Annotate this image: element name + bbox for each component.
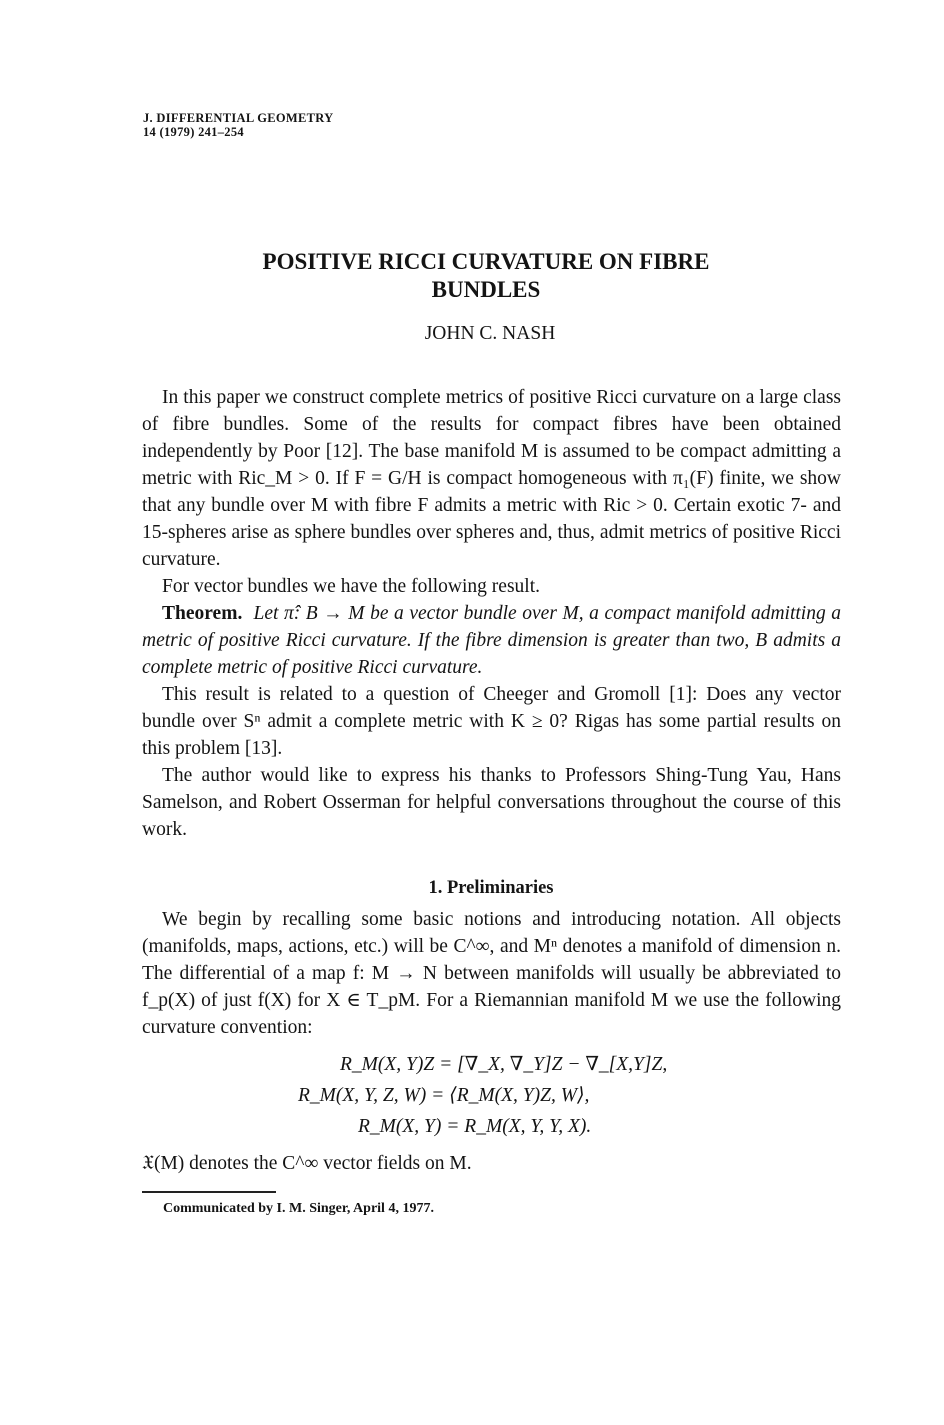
- section-heading-preliminaries: 1. Preliminaries: [428, 878, 554, 898]
- abstract-paragraph-3: This result is related to a question of Cheeger and Gromoll [1]: Does any vector bundle over Sⁿ admit a complete metric with K ≥ 0? Rigas has some partial results on this problem [13].: [142, 684, 841, 759]
- paper-title: [0, 248, 944, 304]
- equation-curvature-operator: R_M(X, Y)Z = [∇_X, ∇_Y]Z − ∇_[X,Y]Z,: [340, 1054, 668, 1075]
- theorem-text: Let π̂: B → M be a vector bundle over M, a compact manifold admitting a metric of positive Ricci curvature. If the fibre dimension is greater than two, B admits a complete metric of positive Ricci curvature.: [142, 603, 842, 678]
- acknowledgements: The author would like to express his thanks to Professors Shing-Tung Yau, Hans Samelson, and Robert Osserman for helpful conversations throughout the course of this work.: [142, 765, 841, 840]
- equation-curvature-tensor: R_M(X, Y, Z, W) = ⟨R_M(X, Y)Z, W⟩,: [298, 1085, 590, 1106]
- section-1-body: [142, 906, 841, 1041]
- theorem-label: Theorem.: [162, 603, 243, 624]
- journal-name: J. DIFFERENTIAL GEOMETRY: [143, 111, 334, 125]
- section-1-paragraph-2: 𝔛(M) denotes the C^∞ vector fields on M.: [142, 1153, 472, 1174]
- abstract: [142, 384, 841, 843]
- footnote: Communicated by I. M. Singer, April 4, 1977.: [163, 1201, 434, 1216]
- journal-header: [143, 111, 333, 139]
- section-1-closing: [142, 1150, 841, 1177]
- journal-volume-pages: 14 (1979) 241–254: [143, 125, 244, 139]
- paper-title-text: POSITIVE RICCI CURVATURE ON FIBRE BUNDLES: [262, 249, 710, 302]
- section-1-paragraph-1: We begin by recalling some basic notions and introducing notation. All objects (manifolds, maps, actions, etc.) will be C^∞, and Mⁿ denotes a manifold of dimension n. The differential of a map f: M → N between manifolds will usually be abbreviated to f_p(X) of just f(X) for X ∈ T_pM. For a Riemannian manifold M we use the following curvature convention:: [142, 909, 841, 1038]
- paper-author: JOHN C. NASH: [424, 323, 556, 344]
- theorem: [142, 600, 841, 681]
- equation-sectional-curvature: R_M(X, Y) = R_M(X, Y, Y, X).: [358, 1116, 592, 1137]
- footnote-rule: [142, 1191, 276, 1193]
- abstract-paragraph-1: In this paper we construct complete metrics of positive Ricci curvature on a large class of fibre bundles. Some of the results for compact fibres have been obtained independently by Poor [12]. The base manifold M is assumed to be compact admitting a metric with Ric_M > 0. If F = G/H is compact homogeneous with π₁(F) finite, we show that any bundle over M with fibre F admits a metric with Ric > 0. Certain exotic 7- and 15-spheres arise as sphere bundles over spheres and, thus, admit metrics of positive Ricci curvature.: [142, 387, 841, 570]
- abstract-paragraph-2: For vector bundles we have the following result.: [162, 576, 540, 597]
